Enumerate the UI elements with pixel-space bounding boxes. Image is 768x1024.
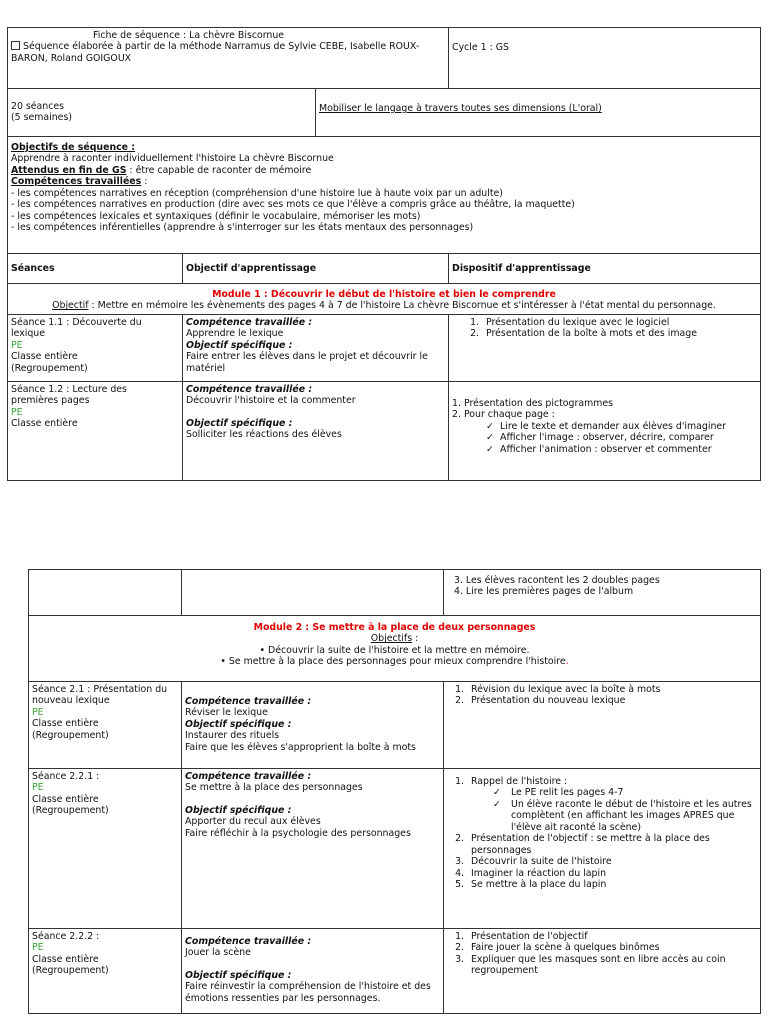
- module-1-cell: [8, 284, 761, 315]
- objectives-cell: [8, 137, 761, 254]
- continuation-row: [29, 570, 761, 616]
- seance-2-2-1-row: [29, 769, 761, 929]
- col-objectif: Objectif d'apprentissage: [183, 254, 449, 284]
- columns-header-row: [8, 254, 761, 284]
- pe-label: PE: [32, 782, 44, 794]
- module-1-objective: Objectif : Mettre en mémoire les évènements des pages 4 à 7 de l'histoire La chèvre Biscornue et s'intéresser à l'état mental du personnage.: [52, 300, 716, 312]
- seance-2-2-1-dispositif: 1. Rappel de l'histoire : ✓ Le PE relit les pages 4-7 ✓ Un élève raconte le début de l'histoire et les autres complètent (en affichant les images APRES que l'élève ait raconté la scène) 2. Présentation de l'objectif : se mettre à la place des personnages 3. Découvrir la suite de l'histoire 4. Imaginer la réaction du lapin 5. Se mettre à la place du lapin: [444, 769, 761, 929]
- module-1-row: [8, 284, 761, 315]
- seance-1-1-dispositif: [449, 315, 761, 382]
- pe-label: PE: [32, 942, 44, 954]
- sequence-table-page-1: [7, 27, 761, 481]
- dispositif-list: 1. Présentation du lexique avec le logiciel 2. Présentation de la boîte à mots et des image: [452, 317, 757, 340]
- objectives-row: [8, 137, 761, 254]
- duration-cell: [8, 89, 316, 137]
- seance-1-2-objective: Compétence travaillée : Découvrir l'histoire et la commenter Objectif spécifique : Solliciter les réactions des élèves: [183, 382, 449, 481]
- sequence-source: Séquence élaborée à partir de la méthode Narramus de Sylvie CEBE, Isabelle ROUX-BARON, Roland GOIGOUX: [11, 41, 420, 64]
- weeks-count: (5 semaines): [11, 112, 72, 124]
- continuation-dispositif: 3. Les élèves racontent les 2 doubles pages 4. Lire les premières pages de l'album: [444, 570, 761, 616]
- seance-2-2-2-objective: Compétence travaillée : Jouer la scène Objectif spécifique : Faire réinvestir la compréhension de l'histoire et des émotions ressenties par les personnages.: [182, 929, 444, 1014]
- seance-2-2-1-cell: Séance 2.2.1 : PE Classe entière (Regroupement): [29, 769, 182, 929]
- checkbox-icon: [11, 41, 20, 50]
- seance-2-1-objective: Compétence travaillée : Réviser le lexique Objectif spécifique : Instaurer des rituels Faire que les élèves s'approprient la boîte à mots: [182, 682, 444, 769]
- objectives-text: Apprendre à raconter individuellement l'histoire La chèvre Biscornue: [11, 153, 334, 165]
- competence-item: - les compétences lexicales et syntaxiques (définir le vocabulaire, mémoriser les mots): [11, 210, 421, 222]
- seance-2-1-cell: Séance 2.1 : Présentation du nouveau lexique PE Classe entière (Regroupement): [29, 682, 182, 769]
- seance-name: Séance 1.1 : Découverte du: [11, 317, 142, 328]
- sequence-title: Fiche de séquence : La chèvre Biscornue: [93, 30, 285, 41]
- header-row: [8, 28, 761, 89]
- duration-row: [8, 89, 761, 137]
- sessions-count: 20 séances: [11, 101, 65, 112]
- seance-2-2-2-dispositif: 1. Présentation de l'objectif 2. Faire jouer la scène à quelques binômes 3. Expliquer que les masques sont en libre accès au coin regroupement: [444, 929, 761, 1014]
- module-2-row: [29, 616, 761, 682]
- seance-1-1-objective: Compétence travaillée : Apprendre le lexique Objectif spécifique : Faire entrer les élèves dans le projet et découvrir le matériel: [183, 315, 449, 382]
- objectives-heading: Objectifs de séquence :: [11, 142, 136, 153]
- competence-item: - les compétences narratives en production (dire avec ses mots ce que l'élève a compris grâce au théâtre, la maquette): [11, 199, 575, 211]
- col-seances: Séances: [8, 254, 183, 284]
- seance-1-1-cell: Séance 1.1 : Découverte du lexique PE Classe entière (Regroupement): [8, 315, 183, 382]
- seance-2-1-row: [29, 682, 761, 769]
- seance-2-1-dispositif: 1. Révision du lexique avec la boîte à mots 2. Présentation du nouveau lexique: [444, 682, 761, 769]
- cycle-cell: Cycle 1 : GS: [449, 28, 761, 89]
- module-1-title: Module 1 : Découvrir le début de l'histoire et bien le comprendre: [212, 289, 556, 300]
- module-2-objectives-heading: Objectifs :: [370, 633, 419, 645]
- pe-label: PE: [11, 339, 23, 351]
- seance-1-2-row: [8, 382, 761, 481]
- pe-label: PE: [32, 706, 44, 718]
- module-2-cell: Module 2 : Se mettre à la place de deux personnages Objectifs : • Découvrir la suite de l'histoire et la mettre en mémoire. • Se mettre à la place des personnages pour mieux comprendre l'histoire.: [29, 616, 761, 682]
- seance-2-2-2-cell: Séance 2.2.2 : PE Classe entière (Regroupement): [29, 929, 182, 1014]
- col-dispositif: Dispositif d'apprentissage: [449, 254, 761, 284]
- seance-2-2-2-row: [29, 929, 761, 1014]
- header-cell: [8, 28, 449, 89]
- attendus-line: Attendus en fin de GS : être capable de raconter de mémoire: [11, 164, 312, 176]
- seance-1-1-row: [8, 315, 761, 382]
- competence-item: - les compétences narratives en réception (compréhension d'une histoire lue à haute voix par un adulte): [11, 187, 503, 199]
- module-2-title: Module 2 : Se mettre à la place de deux personnages: [253, 622, 536, 633]
- competences-heading: Compétences travaillées :: [11, 176, 148, 188]
- domain-cell: [316, 89, 761, 137]
- seance-1-2-cell: Séance 1.2 : Lecture des premières pages PE Classe entière: [8, 382, 183, 481]
- seance-1-2-dispositif: 1. Présentation des pictogrammes 2. Pour chaque page : ✓ Lire le texte et demander aux élèves d'imaginer ✓ Afficher l'image : observer, décrire, comparer ✓ Afficher l'animation : observer et commenter: [449, 382, 761, 481]
- pe-label: PE: [11, 406, 23, 418]
- competence-item: - les compétences inférentielles (apprendre à s'interroger sur les états mentaux des personnages): [11, 222, 474, 234]
- checklist: ✓ Le PE relit les pages 4-7 ✓ Un élève raconte le début de l'histoire et les autres complètent (en affichant les images APRES que l'élève ait raconté la scène): [471, 787, 757, 833]
- domain-text: Mobiliser le langage à travers toutes ses dimensions (L'oral): [319, 103, 602, 114]
- checklist: ✓ Lire le texte et demander aux élèves d'imaginer ✓ Afficher l'image : observer, décrire, comparer ✓ Afficher l'animation : observer et commenter: [452, 421, 757, 455]
- sequence-table-page-2: [28, 569, 761, 1014]
- seance-2-2-1-objective: Compétence travaillée : Se mettre à la place des personnages Objectif spécifique : Apporter du recul aux élèves Faire réfléchir à la psychologie des personnages: [182, 769, 444, 929]
